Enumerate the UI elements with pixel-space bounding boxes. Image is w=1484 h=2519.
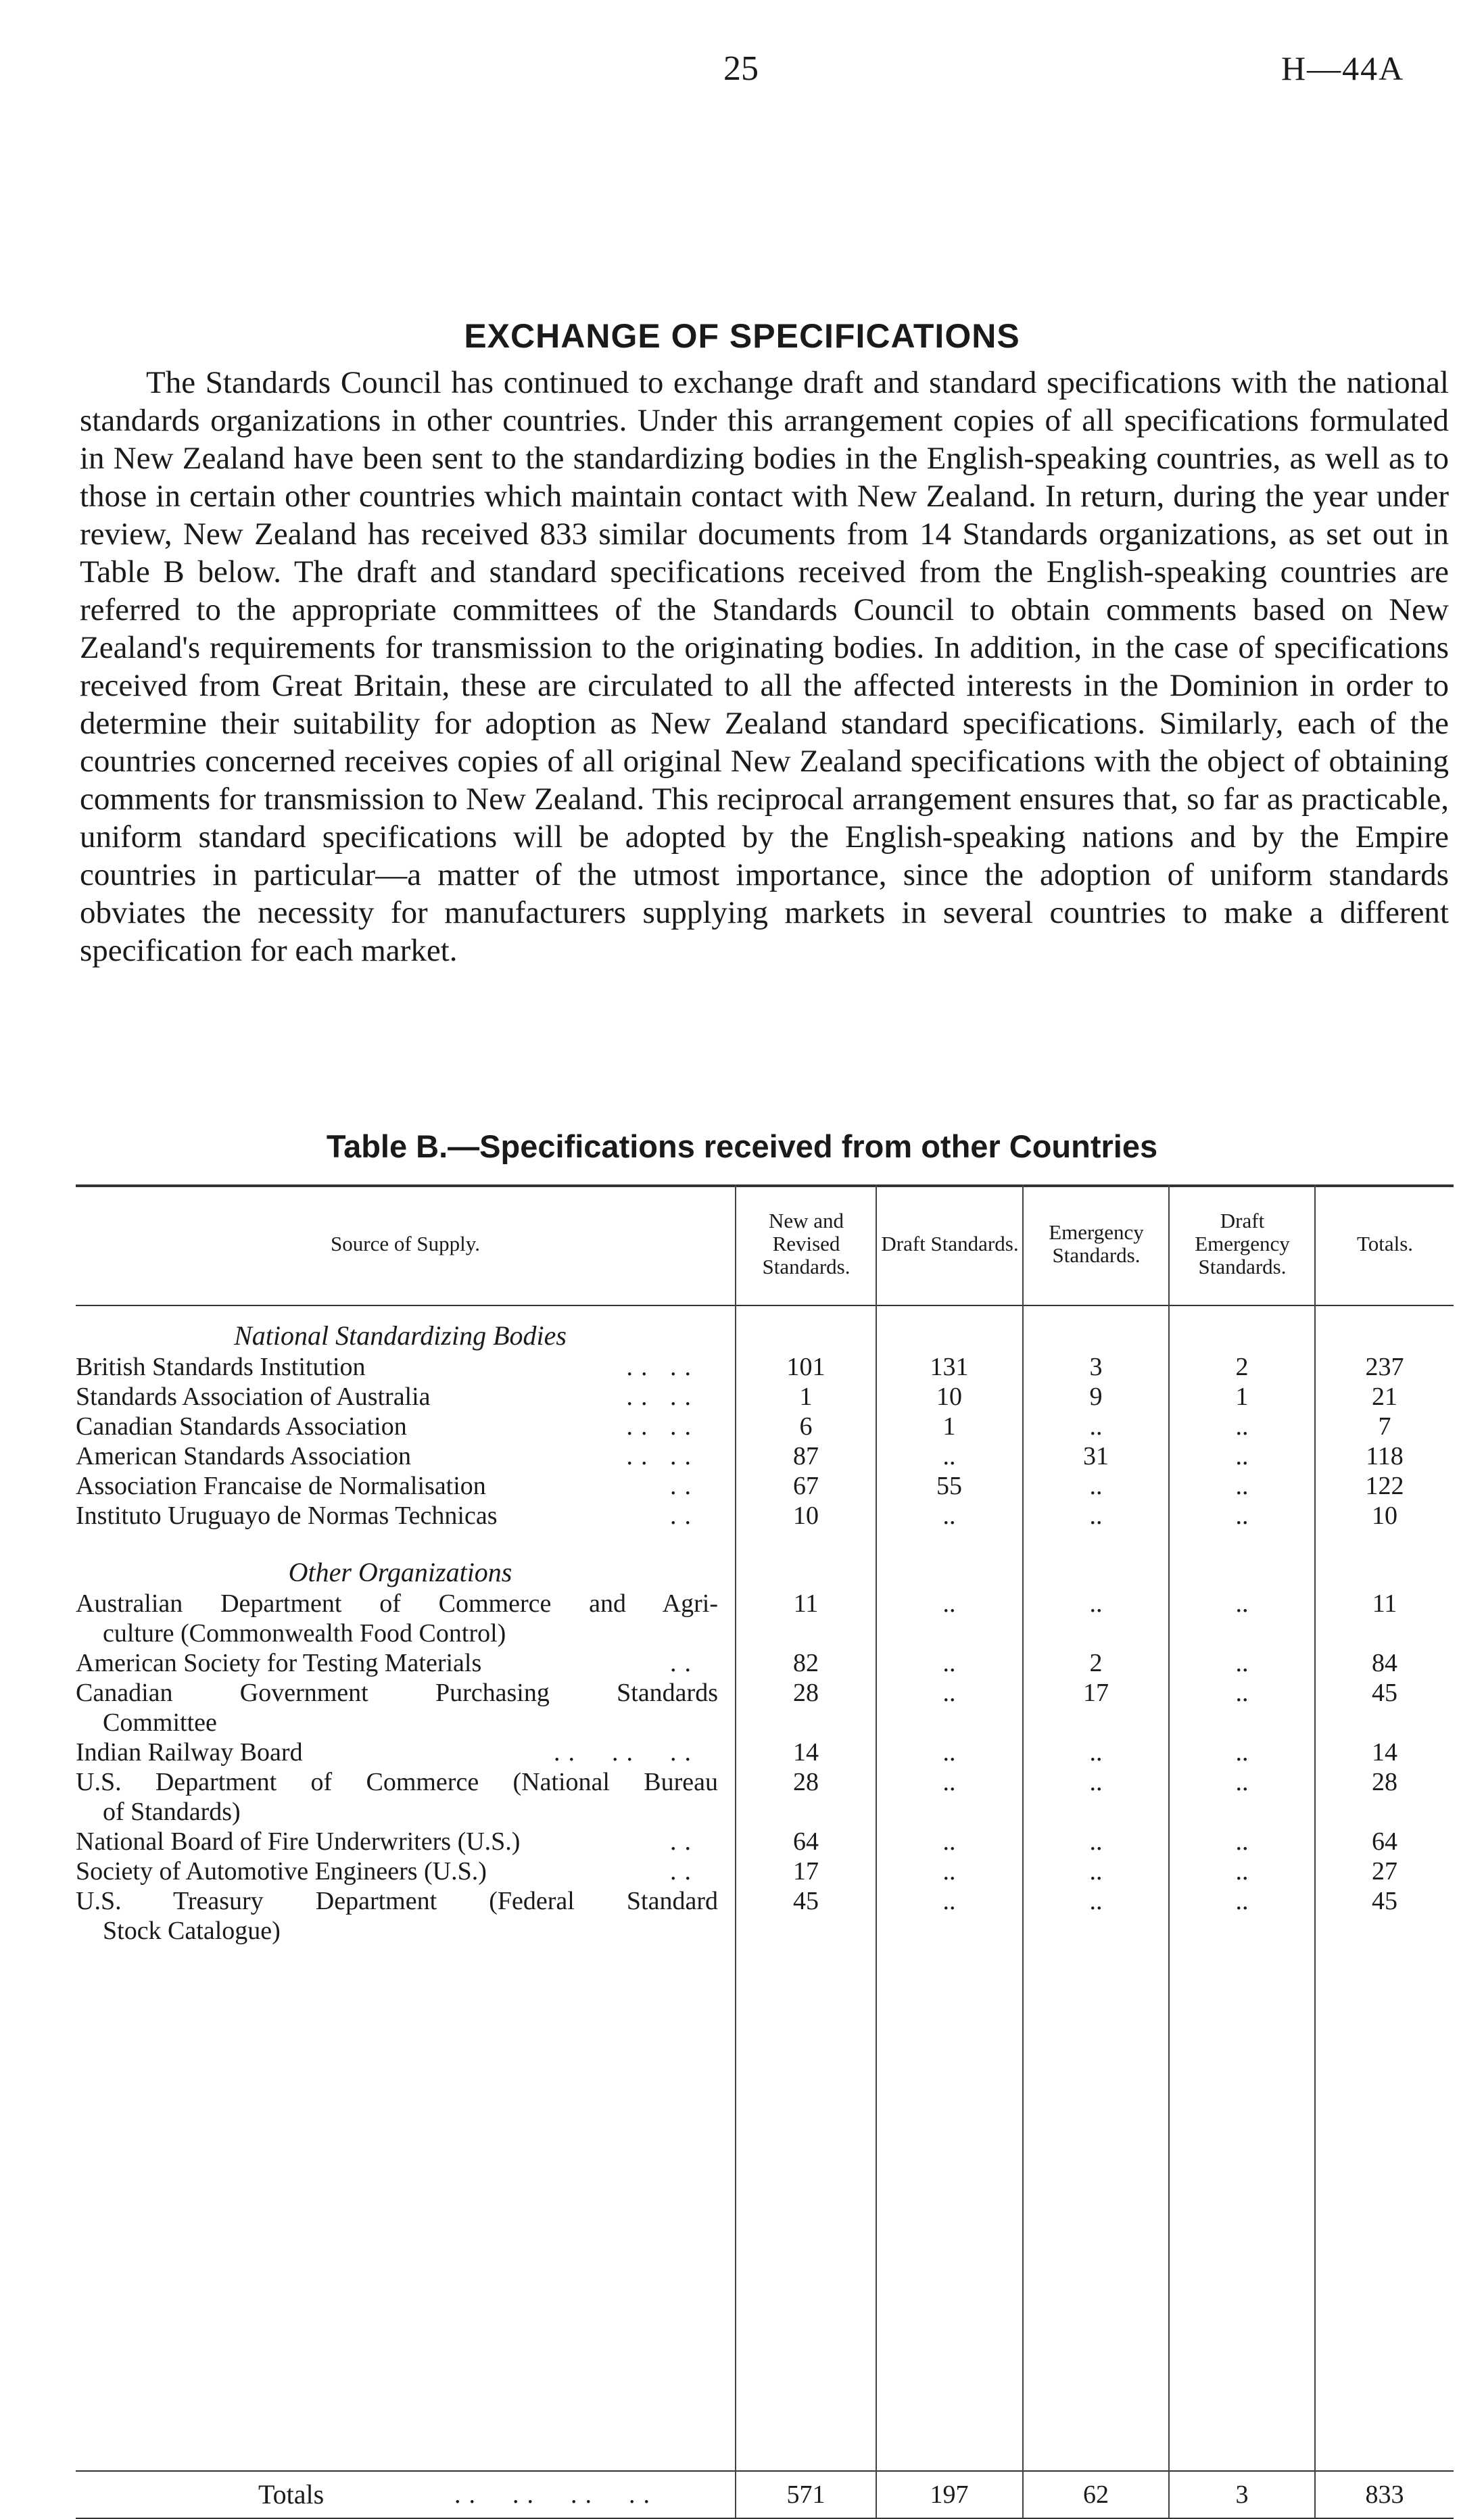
cell-emergency: ..	[1089, 1589, 1103, 1618]
row-source: National Board of Fire Underwriters (U.S.) ..	[76, 1827, 699, 1856]
group-label-other: Other Organizations	[288, 1557, 512, 1587]
table-row	[76, 1856, 1454, 1886]
cell-draft: ..	[942, 1679, 956, 1707]
row-source: U.S. Department of Commerce (National Bureau	[76, 1768, 718, 1796]
cell-emergency: ..	[1089, 1472, 1103, 1500]
cell-totals: 28	[1372, 1768, 1397, 1796]
cell-totals: 64	[1372, 1827, 1397, 1856]
total-draft: 197	[930, 2480, 969, 2509]
cell-emergency: 9	[1089, 1383, 1103, 1411]
cell-draft-emergency: ..	[1235, 1827, 1249, 1856]
cell-new-revised: 6	[799, 1412, 813, 1441]
cell-draft: ..	[942, 1442, 956, 1470]
row-source: Standards Association of Australia .. ..	[76, 1383, 699, 1411]
row-source: U.S. Treasury Department (Federal Standard	[76, 1887, 718, 1915]
table-row	[76, 1471, 1454, 1501]
totals-leader-dots: .. .. .. ..	[454, 2480, 658, 2509]
cell-draft: ..	[942, 1857, 956, 1886]
table-row	[76, 1737, 1454, 1767]
cell-totals: 27	[1372, 1857, 1397, 1886]
row-source-continued: culture (Commonwealth Food Control)	[103, 1619, 506, 1648]
row-source: American Standards Association .. ..	[76, 1442, 699, 1470]
cell-draft: ..	[942, 1827, 956, 1856]
cell-new-revised: 14	[793, 1738, 819, 1767]
cell-totals: 118	[1366, 1442, 1404, 1470]
cell-draft: ..	[942, 1738, 956, 1767]
cell-new-revised: 101	[786, 1353, 825, 1381]
row-source: American Society for Testing Materials ..	[76, 1649, 699, 1677]
cell-emergency: ..	[1089, 1502, 1103, 1530]
row-source: Instituto Uruguayo de Normas Technicas ..	[76, 1502, 699, 1530]
document-code: H—44A	[1281, 49, 1405, 87]
row-source: Association Francaise de Normalisation ..	[76, 1472, 699, 1500]
table-row	[76, 1382, 1454, 1412]
cell-draft-emergency: ..	[1235, 1738, 1249, 1767]
cell-new-revised: 67	[793, 1472, 819, 1500]
cell-draft-emergency: ..	[1235, 1442, 1249, 1470]
row-source: Australian Department of Commerce and Agri-	[76, 1589, 718, 1618]
header-draft-emergency: Draft Emergency Standards.	[1195, 1209, 1290, 1278]
header-draft: Draft Standards.	[881, 1232, 1019, 1255]
row-source: Canadian Standards Association .. ..	[76, 1412, 699, 1441]
cell-draft: 131	[930, 1353, 969, 1381]
cell-new-revised: 11	[793, 1589, 819, 1618]
body-paragraph: The Standards Council has continued to exchange draft and standard specifications with the national standards organizations in other countries. Under this arrangement copies of all specifications formulated in New Zealand have been sent to the standardizing bodies in the English-speaking countries, as well as to those in certain other countries which maintain contact with New Zealand. In return, during the year under review, New Zealand has received 833 similar documents from 14 Standards organizations, as set out in Table B below. The draft and standard specifications received from the English-speaking countries are referred to the appropriate committees of the Standards Council to obtain comments based on New Zealand's requirements for transmission to the originating bodies. In addition, in the case of specifications received from Great Britain, these are circulated to all the affected interests in the Dominion in order to determine their suitability for adoption as New Zealand standard specifications. Similarly, each of the countries concerned receives copies of all original New Zealand specifications with the object of obtaining comments for transmission to New Zealand. This reciprocal arrangement ensures that, so far as practicable, uniform standard specifications will be adopted by the English-speaking nations and by the Empire countries in particular—a matter of the utmost importance, since the adoption of uniform standards obviates the necessity for manufacturers supplying markets in several countries to make a different specification for each market.	[80, 365, 1449, 968]
cell-draft-emergency: ..	[1235, 1589, 1249, 1618]
table-row	[76, 1589, 1454, 1648]
cell-totals: 7	[1378, 1412, 1391, 1441]
table-header	[76, 1184, 1454, 1299]
cell-new-revised: 45	[793, 1887, 819, 1915]
cell-emergency: ..	[1089, 1887, 1103, 1915]
table-row	[76, 1767, 1454, 1827]
cell-totals: 122	[1365, 1472, 1404, 1500]
cell-emergency: 2	[1089, 1649, 1103, 1677]
cell-totals: 45	[1372, 1887, 1397, 1915]
cell-draft-emergency: 1	[1235, 1383, 1249, 1411]
table-row	[76, 1441, 1454, 1471]
row-source: British Standards Institution .. ..	[76, 1353, 699, 1381]
cell-totals: 45	[1372, 1679, 1397, 1707]
cell-totals: 11	[1372, 1589, 1397, 1618]
cell-totals: 10	[1372, 1502, 1397, 1530]
cell-new-revised: 64	[793, 1827, 819, 1856]
cell-new-revised: 82	[793, 1649, 819, 1677]
table-row	[76, 1352, 1454, 1382]
cell-emergency: ..	[1089, 1768, 1103, 1796]
cell-totals: 14	[1372, 1738, 1397, 1767]
total-totals: 833	[1365, 2480, 1404, 2509]
row-source-continued: Committee	[103, 1708, 217, 1737]
page-header	[0, 49, 1484, 96]
cell-emergency: ..	[1089, 1412, 1103, 1441]
cell-new-revised: 28	[793, 1679, 819, 1707]
total-draft-emergency: 3	[1235, 2480, 1249, 2509]
cell-draft-emergency: ..	[1235, 1472, 1249, 1500]
total-emergency: 62	[1083, 2480, 1109, 2509]
cell-totals: 84	[1372, 1649, 1397, 1677]
cell-emergency: ..	[1089, 1857, 1103, 1886]
cell-new-revised: 10	[793, 1502, 819, 1530]
cell-draft: 55	[936, 1472, 962, 1500]
cell-draft-emergency: ..	[1235, 1502, 1249, 1530]
totals-label: Totals	[258, 2479, 325, 2510]
table-row	[76, 1501, 1454, 1531]
cell-draft: 1	[942, 1412, 956, 1441]
cell-draft: ..	[942, 1768, 956, 1796]
table-row	[76, 1678, 1454, 1737]
row-source-continued: of Standards)	[103, 1798, 241, 1826]
header-bottom-rule	[76, 1305, 1454, 1306]
row-source-continued: Stock Catalogue)	[103, 1917, 281, 1945]
cell-totals: 21	[1372, 1383, 1397, 1411]
cell-emergency: 3	[1089, 1353, 1103, 1381]
cell-totals: 237	[1365, 1353, 1404, 1381]
cell-emergency: 17	[1083, 1679, 1109, 1707]
cell-draft: ..	[942, 1502, 956, 1530]
cell-draft: 10	[936, 1383, 962, 1411]
cell-emergency: 31	[1083, 1442, 1109, 1470]
header-totals: Totals.	[1356, 1232, 1414, 1255]
table-row	[76, 1886, 1454, 1946]
row-source: Indian Railway Board .. .. ..	[76, 1738, 699, 1767]
cell-draft-emergency: ..	[1235, 1679, 1249, 1707]
cell-new-revised: 28	[793, 1768, 819, 1796]
cell-draft-emergency: ..	[1235, 1768, 1249, 1796]
table-row	[76, 1648, 1454, 1678]
cell-draft: ..	[942, 1887, 956, 1915]
cell-new-revised: 17	[793, 1857, 819, 1886]
cell-emergency: ..	[1089, 1738, 1103, 1767]
totals-top-rule	[76, 2470, 1454, 2472]
table-title: Table B.—Specifications received from other Countries	[326, 1128, 1158, 1164]
cell-draft-emergency: ..	[1235, 1649, 1249, 1677]
section-title: EXCHANGE OF SPECIFICATIONS	[464, 317, 1020, 355]
header-emergency: Emergency Standards.	[1049, 1220, 1144, 1267]
header-source: Source of Supply.	[331, 1232, 480, 1255]
cell-draft-emergency: ..	[1235, 1887, 1249, 1915]
header-new-revised: New and Revised Standards.	[762, 1209, 851, 1278]
cell-new-revised: 87	[793, 1442, 819, 1470]
cell-draft-emergency: ..	[1235, 1412, 1249, 1441]
row-source: Canadian Government Purchasing Standards	[76, 1679, 718, 1707]
table-row	[76, 1412, 1454, 1441]
row-source: Society of Automotive Engineers (U.S.) ..	[76, 1857, 699, 1886]
cell-emergency: ..	[1089, 1827, 1103, 1856]
cell-draft-emergency: ..	[1235, 1857, 1249, 1886]
group-label-national: National Standardizing Bodies	[234, 1320, 567, 1351]
total-new-revised: 571	[786, 2480, 825, 2509]
page-number: 25	[723, 49, 759, 88]
totals-row	[76, 2474, 1454, 2515]
cell-new-revised: 1	[799, 1383, 813, 1411]
cell-draft: ..	[942, 1649, 956, 1677]
cell-draft: ..	[942, 1589, 956, 1618]
cell-draft-emergency: 2	[1235, 1353, 1249, 1381]
table-row	[76, 1827, 1454, 1856]
